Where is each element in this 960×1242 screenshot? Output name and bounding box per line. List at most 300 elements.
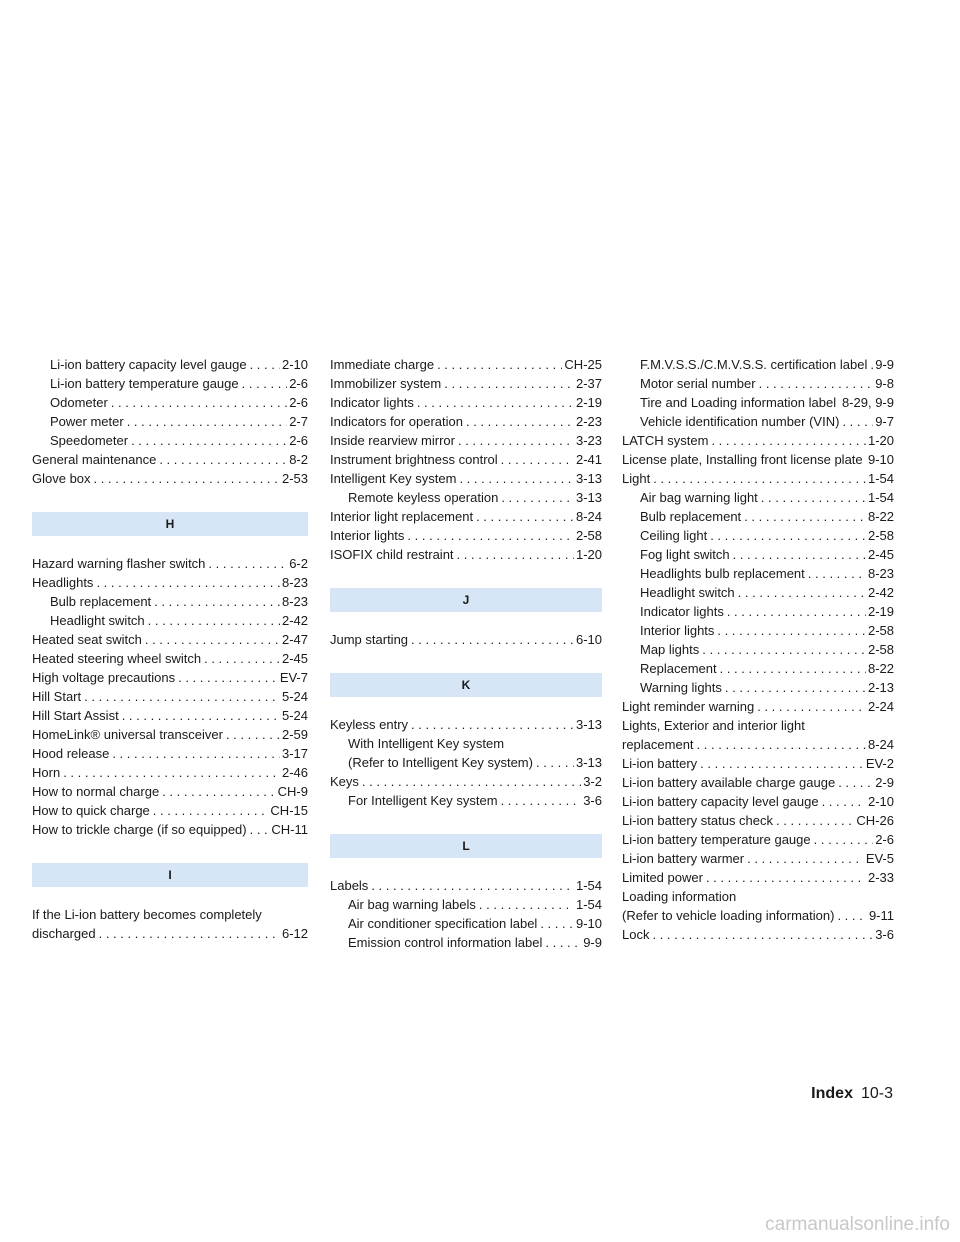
index-entry [330,450,602,469]
entry-page-reference[interactable]: 6-2 [289,556,308,571]
entry-page-reference[interactable]: 8-23 [281,575,308,590]
entry-term: Hazard warning flasher switch [32,556,206,571]
entry-term: (Refer to vehicle loading information) [622,908,835,923]
entry-page-reference[interactable]: 1-54 [575,897,602,912]
letter-heading-j: J [330,588,602,612]
index-entry [32,820,308,839]
index-entry [622,868,894,887]
dot-leader [699,640,866,659]
entry-page-reference[interactable]: 3-13 [575,717,602,732]
dot-leader [708,431,866,450]
entry-page-reference[interactable]: CH-25 [564,357,602,372]
dot-leader [835,773,873,792]
entry-page-reference[interactable]: 2-19 [867,604,894,619]
index-entry [622,735,894,754]
section-spacer [32,839,308,863]
entry-term: Ceiling light [640,528,708,543]
entry-term: Lock [622,927,650,942]
entry-page-reference[interactable]: 9-9 [583,935,602,950]
entry-page-reference[interactable]: CH-9 [277,784,308,799]
entry-page-reference[interactable]: 3-13 [575,471,602,486]
dot-leader [408,715,574,734]
entry-term: Remote keyless operation [348,490,499,505]
dot-leader [498,791,582,810]
entry-term: Immediate charge [330,357,435,372]
entry-page-reference[interactable]: 2-58 [575,528,602,543]
page-footer [811,1085,893,1103]
dot-leader [756,374,874,393]
entry-term: Heated steering wheel switch [32,651,202,666]
section-spacer [330,649,602,673]
entry-page-reference[interactable]: 2-45 [281,651,308,666]
entry-term: Hill Start [32,689,82,704]
entry-term: Speedometer [50,433,129,448]
letter-heading-i: I [32,863,308,887]
dot-leader [498,488,574,507]
index-entry [622,830,894,849]
dot-leader [650,469,866,488]
entry-term: If the Li-ion battery becomes completely [32,907,262,922]
dot-leader [81,687,280,706]
letter-heading-k: K [330,673,602,697]
index-subentry [32,393,308,412]
watermark-text[interactable]: carmanualsonline.info [765,1214,950,1235]
entry-term: Light reminder warning [622,699,755,714]
entry-term: Li-ion battery capacity level gauge [622,794,819,809]
entry-page-reference[interactable]: 3-13 [575,755,602,770]
dot-leader [142,630,280,649]
entry-term: For Intelligent Key system [348,793,498,808]
entry-page-reference[interactable]: 5-24 [281,708,308,723]
dot-leader [404,526,574,545]
index-subentry [330,753,602,772]
index-entry [32,687,308,706]
entry-page-reference[interactable]: 5-24 [281,689,308,704]
dot-leader [839,412,873,431]
entry-term: F.M.V.S.S./C.M.V.S.S. certification label [640,357,868,372]
entry-term: Hood release [32,746,110,761]
entry-term: Labels [330,878,369,893]
index-entry [622,811,894,830]
entry-term: Vehicle identification number (VIN) [640,414,840,429]
entry-page-reference[interactable]: 2-42 [867,585,894,600]
entry-page-reference[interactable]: 2-37 [575,376,602,391]
dot-leader [96,924,280,943]
entry-page-reference[interactable]: 2-9 [875,775,894,790]
index-entry [32,450,308,469]
index-subentry [330,488,602,507]
index-entry [622,469,894,488]
dot-leader [223,725,280,744]
index-entry [622,906,894,925]
dot-leader [744,849,864,868]
index-entry [622,792,894,811]
entry-term: Glove box [32,471,91,486]
dot-leader [239,374,288,393]
entry-term: Headlights bulb replacement [640,566,805,581]
dot-leader [533,753,574,772]
entry-page-reference[interactable]: 2-6 [875,832,894,847]
entry-term: Emission control information label [348,935,543,950]
index-subentry [32,374,308,393]
entry-page-reference[interactable]: 2-23 [575,414,602,429]
entry-page-reference[interactable]: 2-33 [867,870,894,885]
entry-term: Headlight switch [50,613,145,628]
entry-term: Li-ion battery warmer [622,851,745,866]
entry-page-reference[interactable]: 2-6 [289,395,308,410]
entry-term: Horn [32,765,61,780]
entry-term: Light [622,471,651,486]
index-subentry [622,621,894,640]
entry-page-reference[interactable]: 9-7 [875,414,894,429]
index-entry [622,754,894,773]
entry-page-reference[interactable]: 2-58 [867,642,894,657]
entry-page-reference[interactable]: 2-58 [867,623,894,638]
index-entry [32,554,308,573]
dot-leader [834,906,867,925]
dot-leader [473,507,574,526]
entry-page-reference[interactable]: 9-9 [875,357,894,372]
dot-leader [754,697,866,716]
entry-term: Hill Start Assist [32,708,119,723]
dot-leader [247,820,270,839]
section-spacer [32,488,308,512]
dot-leader [368,876,574,895]
entry-term: (Refer to Intelligent Key system) [348,755,533,770]
entry-term: License plate, Installing front license plate [622,452,863,467]
entry-term: Replacement [640,661,717,676]
entry-page-reference[interactable]: 2-47 [281,632,308,647]
index-entry [32,668,308,687]
entry-term: Map lights [640,642,700,657]
letter-heading-h: H [32,512,308,536]
index-subentry [622,583,894,602]
section-spacer [330,697,602,715]
index-subentry [330,895,602,914]
entry-term: Keys [330,774,359,789]
entry-page-reference[interactable]: 2-45 [867,547,894,562]
entry-page-reference[interactable]: EV-2 [865,756,894,771]
entry-page-reference[interactable]: 1-54 [867,490,894,505]
index-subentry [622,526,894,545]
entry-page-reference[interactable]: 8-2 [289,452,308,467]
entry-page-reference[interactable]: 3-23 [575,433,602,448]
index-entry [32,924,308,943]
entry-page-reference[interactable]: EV-7 [279,670,308,685]
entry-term: Interior lights [640,623,715,638]
entry-page-reference[interactable]: 8-23 [281,594,308,609]
index-entry [330,374,602,393]
index-subentry [330,933,602,952]
entry-term: How to normal charge [32,784,160,799]
dot-leader [108,393,287,412]
entry-term: Lights, Exterior and interior light [622,718,805,733]
entry-term: How to trickle charge (if so equipped) [32,822,247,837]
index-subentry [32,355,308,374]
index-subentry [330,734,602,753]
entry-term: Warning lights [640,680,722,695]
dot-leader [811,830,874,849]
index-entry [32,649,308,668]
dot-leader [175,668,278,687]
section-spacer [330,858,602,876]
entry-term: With Intelligent Key system [348,736,505,751]
entry-term: Li-ion battery capacity level gauge [50,357,247,372]
index-entry [32,763,308,782]
entry-term: Loading information [622,889,737,904]
dot-leader [128,431,287,450]
entry-page-reference[interactable]: 2-19 [575,395,602,410]
entry-page-reference[interactable]: 2-41 [575,452,602,467]
index-entry [330,715,602,734]
entry-term: Li-ion battery temperature gauge [50,376,239,391]
entry-page-reference[interactable]: 1-54 [575,878,602,893]
index-subentry [622,412,894,431]
dot-leader [91,469,280,488]
index-entry [32,630,308,649]
index-entry [622,431,894,450]
dot-leader [773,811,854,830]
index-entry [622,925,894,944]
dot-leader [93,573,280,592]
section-spacer [330,810,602,834]
index-entry [32,469,308,488]
index-subentry [622,602,894,621]
index-entry [32,905,308,924]
index-entry [330,772,602,791]
entry-term: Fog light switch [640,547,730,562]
entry-term: Immobilizer system [330,376,442,391]
index-entry [330,393,602,412]
index-entry [330,469,602,488]
dot-leader [456,469,574,488]
dot-leader [476,895,574,914]
index-entry [330,507,602,526]
dot-leader [714,621,866,640]
entry-term: Instrument brightness control [330,452,498,467]
dot-leader [730,545,866,564]
index-subentry [32,431,308,450]
dot-leader [722,678,866,697]
dot-leader [707,526,866,545]
entry-term: ISOFIX child restraint [330,547,454,562]
dot-leader [201,649,280,668]
index-subentry [622,678,894,697]
index-subentry [32,611,308,630]
entry-term: Li-ion battery [622,756,698,771]
section-spacer [32,536,308,554]
entry-page-reference[interactable]: CH-26 [856,813,894,828]
dot-leader [414,393,574,412]
entry-page-reference[interactable]: 3-17 [281,746,308,761]
index-entry [622,716,894,735]
entry-term: LATCH system [622,433,709,448]
entry-term: Li-ion battery temperature gauge [622,832,811,847]
entry-page-reference[interactable]: 8-24 [575,509,602,524]
entry-term: Tire and Loading information label [640,395,837,410]
dot-leader [735,583,866,602]
entry-page-reference[interactable]: 2-10 [867,794,894,809]
index-entry [622,849,894,868]
entry-page-reference[interactable]: 2-6 [289,376,308,391]
entry-term: Li-ion battery available charge gauge [622,775,836,790]
dot-leader [542,933,581,952]
index-subentry [330,914,602,933]
entry-term: discharged [32,926,96,941]
dot-leader [441,374,574,393]
dot-leader [455,431,574,450]
entry-page-reference[interactable]: 1-54 [867,471,894,486]
entry-page-reference[interactable]: EV-5 [865,851,894,866]
index-entry [330,412,602,431]
entry-term: HomeLink® universal transceiver [32,727,223,742]
entry-term: Power meter [50,414,124,429]
entry-term: Motor serial number [640,376,756,391]
index-subentry [32,592,308,611]
dot-leader [119,706,280,725]
section-spacer [330,564,602,588]
index-entry [622,887,894,906]
index-subentry [622,640,894,659]
entry-page-reference[interactable]: 1-20 [575,547,602,562]
entry-term: Headlights [32,575,94,590]
dot-leader [537,914,574,933]
entry-term: Air bag warning labels [348,897,476,912]
entry-page-reference[interactable]: 2-46 [281,765,308,780]
entry-page-reference[interactable]: 2-13 [867,680,894,695]
section-spacer [330,612,602,630]
index-entry [32,706,308,725]
dot-leader [60,763,280,782]
letter-heading-l: L [330,834,602,858]
entry-term: Keyless entry [330,717,409,732]
entry-page-reference[interactable]: 3-6 [875,927,894,942]
entry-term: Headlight switch [640,585,735,600]
entry-term: How to quick charge [32,803,150,818]
entry-page-reference[interactable]: 2-10 [281,357,308,372]
dot-leader [205,554,287,573]
index-entry [32,725,308,744]
entry-page-reference[interactable]: 2-7 [289,414,308,429]
entry-page-reference[interactable]: 2-59 [281,727,308,742]
dot-leader [758,488,866,507]
index-entry [622,773,894,792]
entry-term: Intelligent Key system [330,471,457,486]
index-entry [32,573,308,592]
entry-page-reference[interactable]: 8-23 [867,566,894,581]
entry-page-reference[interactable]: 9-10 [867,452,894,467]
entry-page-reference[interactable]: 8-29, 9-9 [841,395,894,410]
entry-page-reference[interactable]: 8-24 [867,737,894,752]
entry-page-reference[interactable]: 8-22 [867,661,894,676]
dot-leader [649,925,873,944]
entry-page-reference[interactable]: 2-58 [867,528,894,543]
index-subentry [622,545,894,564]
index-entry [32,744,308,763]
entry-page-reference[interactable]: 6-10 [575,632,602,647]
entry-term: High voltage precautions [32,670,176,685]
dot-leader [819,792,866,811]
entry-term: Heated seat switch [32,632,142,647]
index-subentry [622,488,894,507]
entry-page-reference[interactable]: 3-2 [583,774,602,789]
entry-page-reference[interactable]: 3-6 [583,793,602,808]
dot-leader [724,602,866,621]
entry-term: replacement [622,737,694,752]
entry-page-reference[interactable]: 3-13 [575,490,602,505]
dot-leader [694,735,866,754]
index-entry [622,697,894,716]
footer-section-title: Index [811,1085,853,1102]
entry-term: Interior lights [330,528,405,543]
dot-leader [247,355,280,374]
entry-term: Limited power [622,870,703,885]
dot-leader [150,801,269,820]
entry-term: Li-ion battery status check [622,813,774,828]
entry-page-reference[interactable]: 6-12 [281,926,308,941]
index-column-1 [32,355,308,943]
index-subentry [622,564,894,583]
index-subentry [622,393,894,412]
index-subentry [622,507,894,526]
dot-leader [109,744,280,763]
entry-page-reference[interactable]: 2-6 [289,433,308,448]
entry-page-reference[interactable]: 1-20 [867,433,894,448]
entry-page-reference[interactable]: 2-42 [281,613,308,628]
index-entry [330,526,602,545]
dot-leader [741,507,866,526]
entry-page-reference[interactable]: 2-24 [867,699,894,714]
dot-leader [463,412,574,431]
entry-term: Bulb replacement [640,509,742,524]
entry-term: Odometer [50,395,108,410]
dot-leader [156,450,287,469]
index-entry [330,355,602,374]
index-entry [330,431,602,450]
index-column-2 [330,355,602,952]
dot-leader [717,659,866,678]
entry-page-reference[interactable]: CH-15 [270,803,308,818]
footer-page-number: 10-3 [860,1085,893,1102]
entry-term: Indicator lights [330,395,414,410]
index-subentry [622,659,894,678]
dot-leader [408,630,574,649]
dot-leader [124,412,288,431]
entry-page-reference[interactable]: 2-53 [281,471,308,486]
entry-term: General maintenance [32,452,157,467]
index-subentry [330,791,602,810]
index-column-3 [622,355,894,944]
entry-page-reference[interactable]: 9-11 [868,908,894,923]
index-subentry [32,412,308,431]
dot-leader [159,782,275,801]
entry-term: Indicator lights [640,604,724,619]
dot-leader [145,611,280,630]
index-subentry [622,355,894,374]
entry-term: Indicators for operation [330,414,463,429]
entry-term: Inside rearview mirror [330,433,455,448]
entry-page-reference[interactable]: 8-22 [867,509,894,524]
dot-leader [498,450,574,469]
entry-term: Bulb replacement [50,594,152,609]
entry-page-reference[interactable]: CH-11 [271,822,308,837]
section-spacer [32,887,308,905]
dot-leader [454,545,574,564]
entry-term: Air bag warning light [640,490,758,505]
entry-term: Air conditioner specification label [348,916,538,931]
entry-page-reference[interactable]: 9-8 [875,376,894,391]
entry-page-reference[interactable]: 9-10 [575,916,602,931]
